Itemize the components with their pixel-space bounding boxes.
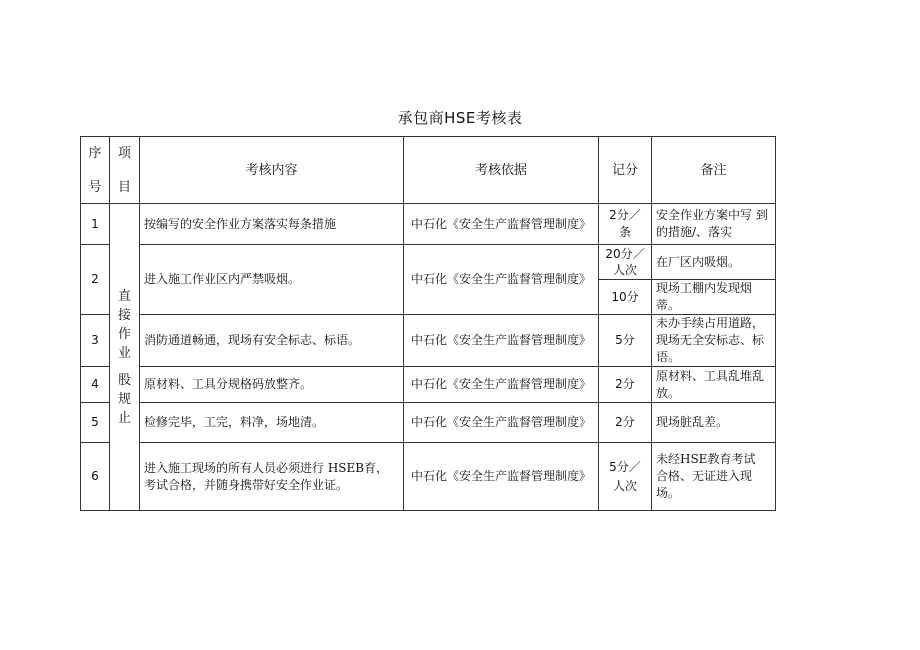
row-basis: 中石化《安全生产监督管理制度》: [404, 403, 599, 443]
header-remark: 备注: [652, 137, 776, 204]
document-title: 承包商HSE考核表: [397, 109, 523, 127]
hse-assessment-table: [80, 136, 776, 511]
table-row: [81, 315, 776, 367]
header-basis: 考核依据: [404, 137, 599, 204]
row-seq: 6: [81, 443, 110, 511]
row-score: 5分: [599, 315, 652, 367]
row-content: 进入施工作业区内严禁吸烟。: [140, 245, 404, 315]
row-score: 2分／ 条: [599, 204, 652, 245]
header-project: 项 目: [110, 137, 140, 204]
header-content: 考核内容: [140, 137, 404, 204]
row-content: 检修完毕，工完，料净，场地清。: [140, 403, 404, 443]
row-remark: 现场脏乱差。: [652, 403, 776, 443]
project-line: 股: [117, 372, 131, 388]
row-basis: 中石化《安全生产监督管理制度》: [404, 204, 599, 245]
row-content: 原材料、工具分规格码放整齐。: [140, 367, 404, 403]
project-line: 业: [117, 345, 131, 361]
row-seq: 5: [81, 403, 110, 443]
table-row: [81, 245, 776, 280]
project-line: 接: [117, 307, 131, 323]
row-basis: 中石化《安全生产监督管理制度》: [404, 245, 599, 315]
row-score: 20分／ 人次: [599, 245, 652, 280]
row-content: 消防通道畅通，现场有安全标志、标语。: [140, 315, 404, 367]
row-seq: 1: [81, 204, 110, 245]
project-group-cell: [110, 204, 140, 511]
row-score: 2分: [599, 403, 652, 443]
row-remark: 在厂区内吸烟。: [652, 245, 776, 280]
row-remark: 安全作业方案中写 到的措施/、落实: [652, 204, 776, 245]
table-row: [81, 443, 776, 511]
project-line-gap: [110, 363, 139, 371]
project-line: 止: [117, 410, 131, 426]
row-seq: 2: [81, 245, 110, 315]
header-score: 记分: [599, 137, 652, 204]
row-score: 2分: [599, 367, 652, 403]
row-basis: 中石化《安全生产监督管理制度》: [404, 443, 599, 511]
project-line: 规: [117, 391, 131, 407]
project-line: 作: [117, 326, 131, 342]
row-seq: 3: [81, 315, 110, 367]
row-score-secondary: 10分: [599, 280, 652, 315]
row-seq: 4: [81, 367, 110, 403]
table-header-row: [81, 137, 776, 204]
row-remark: 未办手续占用道路，现场无全安标志、标语。: [652, 315, 776, 367]
header-seq: 序 号: [81, 137, 110, 204]
row-remark-secondary: 现场工棚内发现烟蒂。: [652, 280, 776, 315]
table-row: [81, 367, 776, 403]
row-content: 按编写的安全作业方案落实每条措施: [140, 204, 404, 245]
table-row: [81, 204, 776, 245]
row-basis: 中石化《安全生产监督管理制度》: [404, 367, 599, 403]
row-remark: 原材料、工具乱堆乱放。: [652, 367, 776, 403]
table-row: [81, 403, 776, 443]
row-score: 5分／ 人次: [599, 443, 652, 511]
row-content: 进入施工现场的所有人员必须进行 HSEB育，考试合格，并随身携带好安全作业证。: [140, 443, 404, 511]
row-basis: 中石化《安全生产监督管理制度》: [404, 315, 599, 367]
row-remark: 未经HSE教育考试 合格、无证进入现 场。: [652, 443, 776, 511]
project-line: 直: [117, 288, 131, 304]
